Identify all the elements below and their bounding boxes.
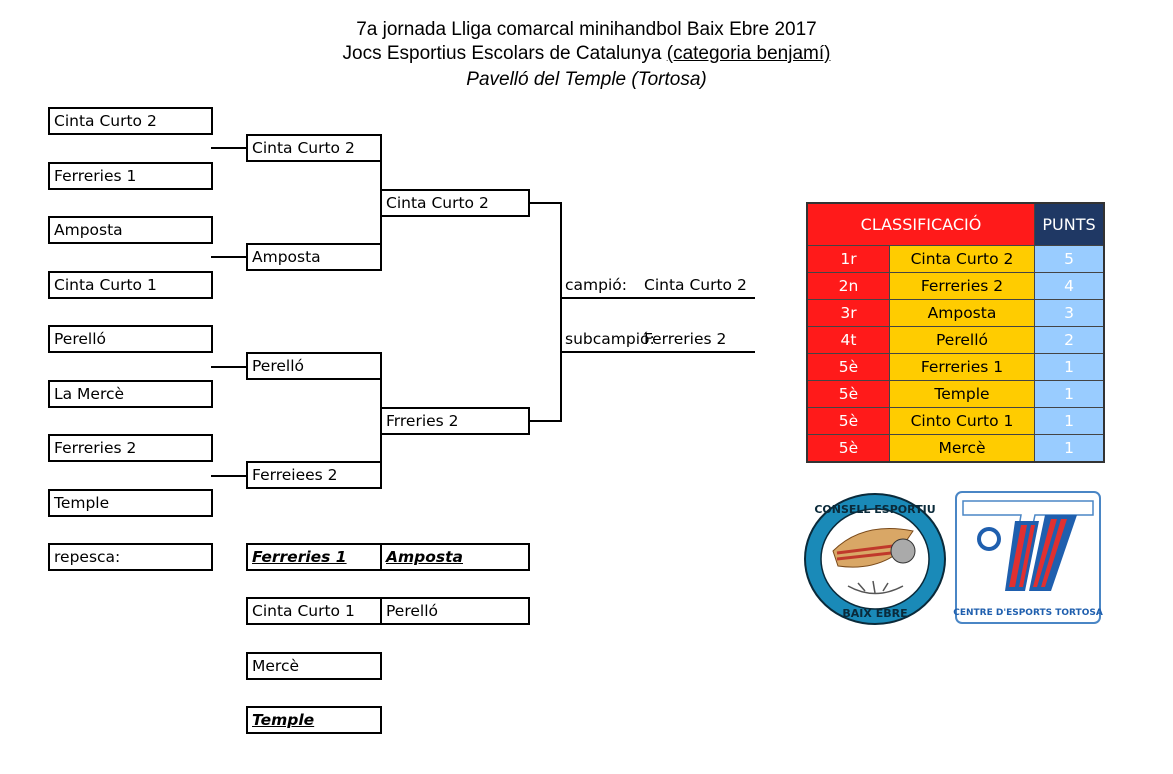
rank-cell: 3r [808, 300, 889, 326]
classification-row [808, 354, 1103, 381]
r1-team-2: Ferreries 1 [48, 162, 213, 190]
rank-cell: 4t [808, 327, 889, 353]
points-cell: 3 [1035, 300, 1103, 326]
subcampio-value: Ferreries 2 [644, 330, 727, 348]
rank-cell: 5è [808, 408, 889, 434]
r1-team-6: La Mercè [48, 380, 213, 408]
r1-team-7: Ferreries 2 [48, 434, 213, 462]
points-cell: 1 [1035, 381, 1103, 407]
points-cell: 2 [1035, 327, 1103, 353]
team-cell: Cinto Curto 1 [890, 408, 1034, 434]
repesca-match-1-away: Amposta [380, 543, 530, 571]
classification-row [808, 327, 1103, 354]
repesca-single-2: Temple [246, 706, 382, 734]
points-cell: 1 [1035, 435, 1103, 461]
bracket-line [211, 380, 213, 408]
classification-row [808, 273, 1103, 300]
rank-cell: 5è [808, 435, 889, 461]
bracket-line [211, 543, 213, 571]
bracket-line [211, 489, 213, 517]
bracket-line [560, 202, 562, 422]
bracket-line [211, 325, 213, 353]
bracket-line [211, 366, 248, 368]
logo-right-text: CENTRE D'ESPORTS TORTOSA [953, 608, 1103, 618]
logo-top-text: CONSELL ESPORTIU [814, 503, 936, 516]
classification-row [808, 435, 1103, 462]
subcampio-label: subcampió: [565, 330, 655, 348]
campio-label: campió: [565, 276, 627, 294]
rank-cell: 5è [808, 381, 889, 407]
rank-cell: 2n [808, 273, 889, 299]
points-cell: 4 [1035, 273, 1103, 299]
r1-team-3: Amposta [48, 216, 213, 244]
bracket-line [211, 271, 213, 299]
team-cell: Ferreries 1 [890, 354, 1034, 380]
bracket-line [528, 202, 562, 204]
bracket-line [562, 297, 755, 299]
title-line-1: 7a jornada Lliga comarcal minihandbol Baix Ebre 2017 [356, 19, 817, 40]
team-cell: Mercè [890, 435, 1034, 461]
classification-row [808, 381, 1103, 408]
points-cell: 5 [1035, 246, 1103, 272]
r2-team-2: Amposta [246, 243, 382, 271]
bracket-line [211, 162, 213, 190]
classification-header: CLASSIFICACIÓ [808, 204, 1034, 245]
semi-team-2: Frreries 2 [380, 407, 530, 435]
points-header: PUNTS [1035, 204, 1103, 245]
team-cell: Perelló [890, 327, 1034, 353]
classification-row [808, 300, 1103, 327]
r1-team-4: Cinta Curto 1 [48, 271, 213, 299]
repesca-match-2-home: Cinta Curto 1 [246, 597, 382, 625]
bracket-line [562, 351, 755, 353]
classification-row [808, 246, 1103, 273]
campio-value: Cinta Curto 2 [644, 276, 747, 294]
venue-title: Pavelló del Temple (Tortosa) [466, 69, 707, 90]
team-cell: Amposta [890, 300, 1034, 326]
logo-bottom-text: BAIX EBRE [842, 607, 908, 620]
points-cell: 1 [1035, 408, 1103, 434]
r1-team-5: Perelló [48, 325, 213, 353]
title-line-2-main: Jocs Esportius Escolars de Catalunya [342, 43, 667, 64]
classification-row [808, 408, 1103, 435]
bracket-line [528, 420, 562, 422]
team-cell: Cinta Curto 2 [890, 246, 1034, 272]
bracket-line [211, 256, 248, 258]
points-cell: 1 [1035, 354, 1103, 380]
rank-cell: 5è [808, 354, 889, 380]
bracket-line [211, 475, 248, 477]
repesca-single-1: Mercè [246, 652, 382, 680]
semi-team-1: Cinta Curto 2 [380, 189, 530, 217]
title-category: (categoria benjamí) [666, 43, 831, 64]
bracket-line [211, 107, 213, 135]
r2-team-3: Perelló [246, 352, 382, 380]
bracket-line [211, 216, 213, 244]
bracket-line [211, 434, 213, 462]
repesca-label: repesca: [48, 543, 213, 571]
repesca-match-2-away: Perelló [380, 597, 530, 625]
title-line-2 [0, 43, 1173, 65]
team-cell: Ferreries 2 [890, 273, 1034, 299]
bracket-line [211, 147, 248, 149]
rank-cell: 1r [808, 246, 889, 272]
r1-team-1: Cinta Curto 2 [48, 107, 213, 135]
repesca-match-1-home: Ferreries 1 [246, 543, 382, 571]
classification-table [806, 202, 1105, 463]
centre-esports-tortosa-logo [955, 491, 1101, 624]
r2-team-1: Cinta Curto 2 [246, 134, 382, 162]
r2-team-4: Ferreiees 2 [246, 461, 382, 489]
consell-esportiu-logo [803, 491, 948, 626]
r1-team-8: Temple [48, 489, 213, 517]
team-cell: Temple [890, 381, 1034, 407]
